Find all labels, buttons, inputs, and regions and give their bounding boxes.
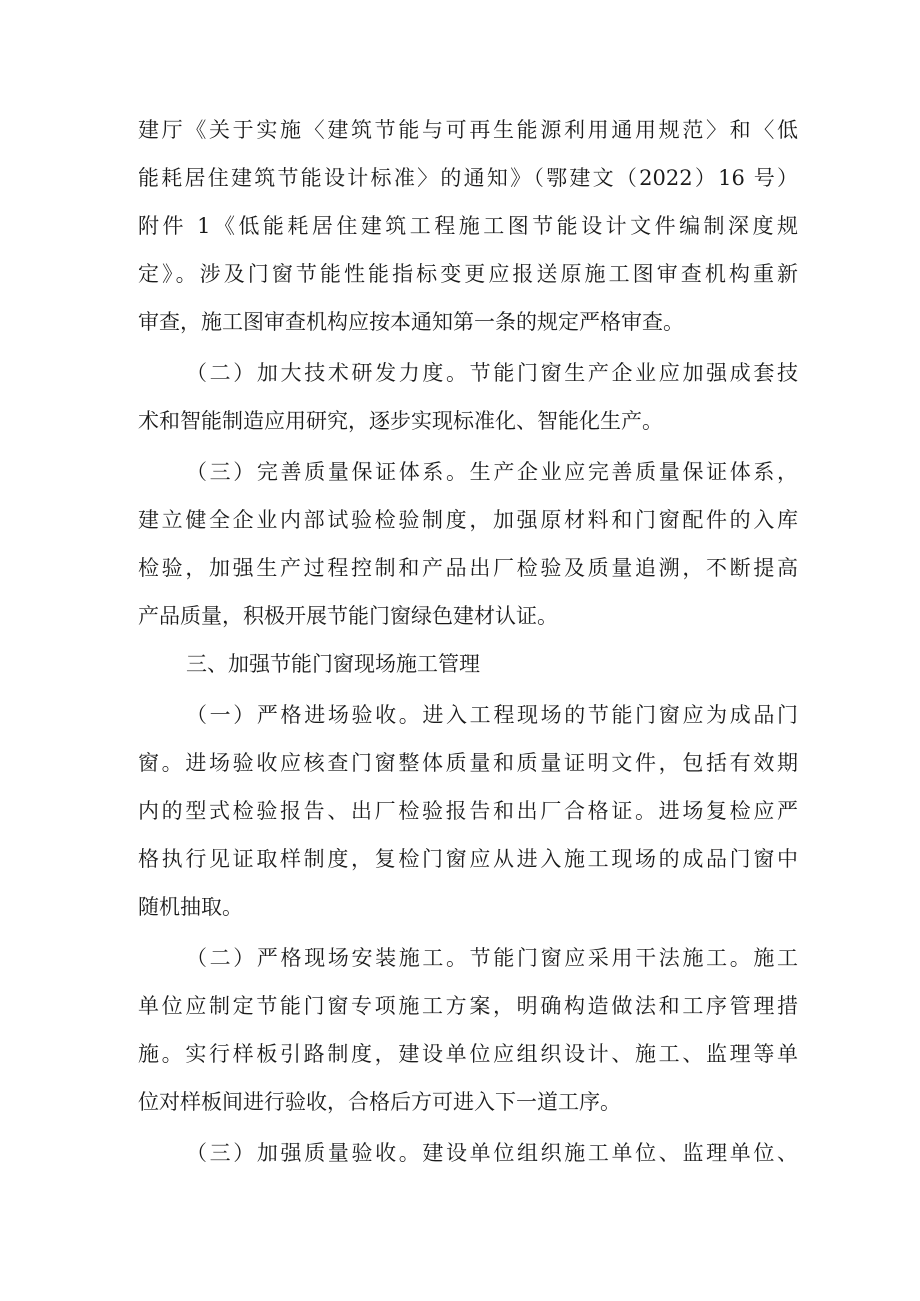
text-line: 建厅《关于实施〈建筑节能与可再生能源利用通用规范〉和〈低 [138,118,798,142]
text-line: （一）严格进场验收。进入工程现场的节能门窗应为成品门 [186,703,798,727]
text-line: 审查，施工图审查机构应按本通知第一条的规定严格审查。 [138,310,684,334]
text-line: （三）加强质量验收。建设单位组织施工单位、监理单位、 [186,1141,798,1165]
text-line: 能耗居住建筑节能设计标准〉的通知》（鄂建文（2022）16 号） [138,166,798,190]
text-line: 检验，加强生产过程控制和产品出厂检验及质量追溯，不断提高 [138,556,798,580]
text-line: 单位应制定节能门窗专项施工方案，明确构造做法和工序管理措 [138,994,798,1018]
text-line: 格执行见证取样制度，复检门窗应从进入施工现场的成品门窗中 [138,847,798,871]
text-line: 术和智能制造应用研究，逐步实现标准化、智能化生产。 [138,409,663,433]
text-line: 施。实行样板引路制度，建设单位应组织设计、施工、监理等单 [138,1042,798,1066]
text-line: 窗。进场验收应核查门窗整体质量和质量证明文件，包括有效期 [138,751,798,775]
text-line: 产品质量，积极开展节能门窗绿色建材认证。 [138,604,558,628]
text-line: 随机抽取。 [138,895,243,919]
section-heading: 三、加强节能门窗现场施工管理 [186,652,480,676]
text-line: 定》。涉及门窗节能性能指标变更应报送原施工图审查机构重新 [138,262,798,286]
text-line: 建立健全企业内部试验检验制度，加强原材料和门窗配件的入库 [138,508,798,532]
text-line: 位对样板间进行验收，合格后方可进入下一道工序。 [138,1090,621,1114]
text-line: （二）加大技术研发力度。节能门窗生产企业应加强成套技 [186,361,798,385]
text-line: 内的型式检验报告、出厂检验报告和出厂合格证。进场复检应严 [138,799,798,823]
text-line: （二）严格现场安装施工。节能门窗应采用干法施工。施工 [186,946,798,970]
text-line: 附件 1《低能耗居住建筑工程施工图节能设计文件编制深度规 [138,214,798,238]
text-line: （三）完善质量保证体系。生产企业应完善质量保证体系， [186,460,798,484]
